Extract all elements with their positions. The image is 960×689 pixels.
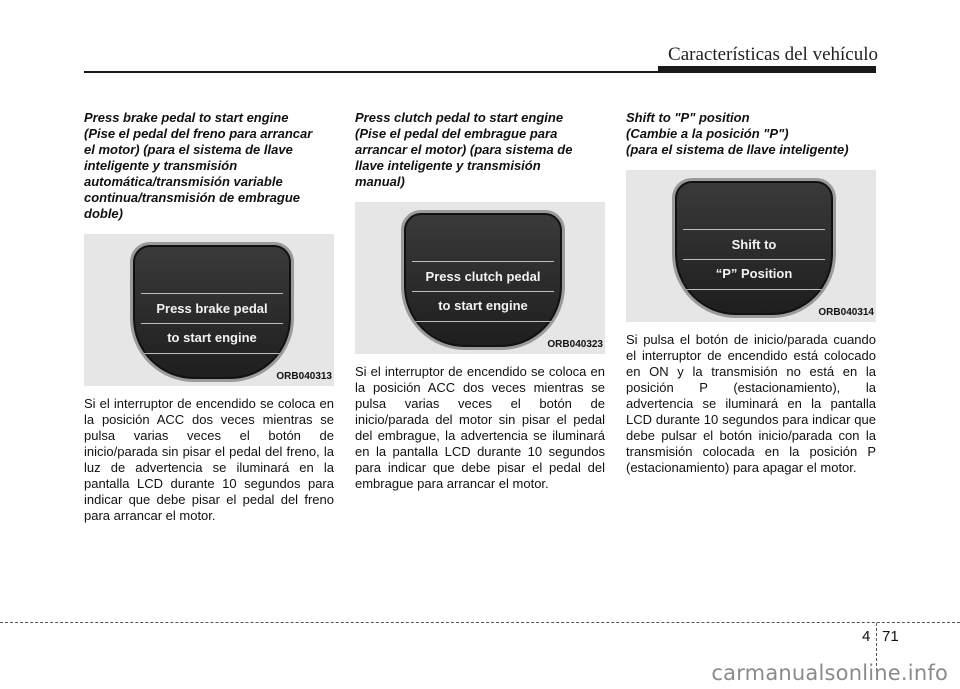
section-title: Características del vehículo xyxy=(668,44,878,65)
lcd-divider xyxy=(412,291,554,292)
figure-code: ORB040314 xyxy=(818,307,874,318)
lcd-screen xyxy=(130,242,294,382)
shift-body: Si pulsa el botón de inicio/parada cuando el interruptor de encendido está colocado en ON y la transmisión no está en la posición P (estacionamiento), la advertencia se iluminará en la pantalla LCD durante 10 segundos para indicar que debe pulsar el botón inicio/parada con la transmisión colocada en la posición P (estacionamiento) para apagar el motor. xyxy=(626,332,876,475)
page-number: 71 xyxy=(882,628,899,645)
lcd-divider xyxy=(683,229,825,230)
figure-code: ORB040323 xyxy=(547,339,603,350)
footer-rule xyxy=(0,622,960,623)
lcd-line-1: Press clutch pedal xyxy=(425,269,541,284)
brake-heading: Press brake pedal to start engine (Pise el pedal del freno para arrancar el motor) (para el sistema de llave inteligente y transmisión automática/transmisión variable continua/transmisión de embrague doble) xyxy=(84,110,313,221)
lcd-divider xyxy=(141,353,283,354)
clutch-heading: Press clutch pedal to start engine (Pise el pedal del embrague para arrancar el motor) (para sistema de llave inteligente y transmisión manual) xyxy=(355,110,573,189)
lcd-divider xyxy=(683,289,825,290)
clutch-warning-figure xyxy=(355,202,605,354)
shift-heading: Shift to "P" position (Cambie a la posición "P") (para el sistema de llave inteligente) xyxy=(626,110,849,157)
brake-warning-figure xyxy=(84,234,334,386)
brake-body: Si el interruptor de encendido se coloca en la posición ACC dos veces mientras se pulsa varias veces el botón de inicio/parada sin pisar el pedal del freno, la luz de advertencia se iluminará en la pantalla LCD durante 10 segundos para indicar que debe pisar el pedal del freno para arrancar el motor. xyxy=(84,396,334,523)
lcd-line-2: to start engine xyxy=(438,298,528,313)
chapter-number: 4 xyxy=(862,628,871,645)
shift-warning-figure xyxy=(626,170,876,322)
lcd-line-1: Press brake pedal xyxy=(156,301,268,316)
figure-code: ORB040313 xyxy=(276,371,332,382)
lcd-screen xyxy=(401,210,565,350)
column-brake xyxy=(84,110,334,524)
lcd-divider xyxy=(141,293,283,294)
lcd-screen xyxy=(672,178,836,318)
lcd-divider xyxy=(412,261,554,262)
lcd-line-2: “P” Position xyxy=(715,266,793,281)
header-rule-thick xyxy=(658,66,876,73)
clutch-body: Si el interruptor de encendido se coloca en la posición ACC dos veces mientras se pulsa varias veces el botón de inicio/parada del motor sin pisar el pedal del embrague, la advertencia se iluminará en la pantalla LCD durante 10 segundos para indicar que debe pisar el pedal del embrague para arrancar el motor. xyxy=(355,364,605,491)
column-shift xyxy=(626,110,876,476)
column-clutch xyxy=(355,110,605,492)
lcd-divider xyxy=(412,321,554,322)
lcd-divider xyxy=(683,259,825,260)
lcd-divider xyxy=(141,323,283,324)
watermark: carmanualsonline.info xyxy=(711,661,948,685)
lcd-line-2: to start engine xyxy=(167,330,257,345)
lcd-line-1: Shift to xyxy=(731,237,777,252)
